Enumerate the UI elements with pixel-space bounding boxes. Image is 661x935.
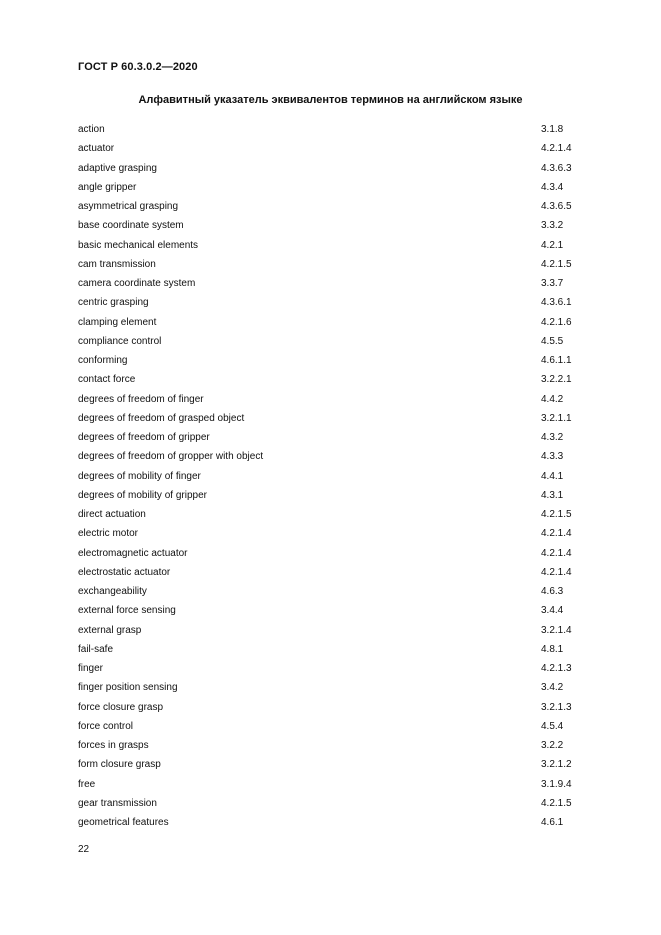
index-term: degrees of freedom of grasped object <box>78 412 245 424</box>
index-reference: 4.3.1 <box>541 489 564 501</box>
index-term: degrees of mobility of finger <box>78 470 201 482</box>
index-term: contact force <box>78 374 136 386</box>
index-entry <box>78 181 598 200</box>
index-entry <box>78 258 598 277</box>
index-term: camera coordinate system <box>78 278 196 289</box>
index-term: degrees of freedom of gropper with object <box>78 451 264 463</box>
index-term: degrees of freedom of gripper <box>78 432 210 443</box>
index-term: gear transmission <box>78 797 157 809</box>
index-term: degrees of mobility of gripper <box>78 489 207 501</box>
index-reference: 4.3.4 <box>541 181 564 193</box>
index-term: exchangeability <box>78 586 147 597</box>
index-reference: 4.3.2 <box>541 432 564 443</box>
index-entry <box>78 739 598 758</box>
index-term: centric grasping <box>78 297 149 309</box>
index-entry <box>78 393 598 412</box>
index-term: degrees of freedom of finger <box>78 393 204 405</box>
index-term: compliance control <box>78 335 162 347</box>
index-reference: 4.2.1.5 <box>541 509 572 520</box>
index-entry <box>78 662 598 681</box>
index-entry <box>78 470 598 489</box>
index-entry <box>78 508 598 527</box>
index-term: clamping element <box>78 316 157 328</box>
page-number: 22 <box>78 844 90 855</box>
index-reference: 4.6.1 <box>541 817 564 828</box>
index-term: external grasp <box>78 624 142 636</box>
index-term: electromagnetic actuator <box>78 547 188 559</box>
index-reference: 3.4.2 <box>541 682 564 694</box>
index-reference: 3.3.2 <box>541 220 564 232</box>
index-entry <box>78 412 598 431</box>
index-reference: 4.3.6.5 <box>541 201 572 212</box>
index-reference: 4.2.1 <box>541 239 564 251</box>
index-entry <box>78 720 598 739</box>
index-reference: 4.8.1 <box>541 643 564 655</box>
index-term: basic mechanical elements <box>78 239 199 251</box>
index-entry <box>78 296 598 315</box>
document-code: ГОСТ Р 60.3.0.2—2020 <box>78 61 198 73</box>
index-entry <box>78 547 598 566</box>
index-term: asymmetrical grasping <box>78 201 179 212</box>
index-entry <box>78 758 598 777</box>
index-entry <box>78 200 598 219</box>
index-entry <box>78 162 598 181</box>
index-reference: 4.3.3 <box>541 451 564 463</box>
index-entry <box>78 142 598 161</box>
index-term: form closure grasp <box>78 759 161 771</box>
index-term: forces in grasps <box>78 740 149 751</box>
index-term: base coordinate system <box>78 220 184 232</box>
index-reference: 3.2.1.3 <box>541 701 572 713</box>
index-term: actuator <box>78 143 115 155</box>
index-term: conforming <box>78 355 128 366</box>
index-title: Алфавитный указатель эквивалентов терминов на английском языке <box>138 94 523 106</box>
index-reference: 3.3.7 <box>541 278 564 289</box>
index-term: adaptive grasping <box>78 162 157 174</box>
index-term: angle gripper <box>78 181 137 193</box>
index-reference: 4.2.1.3 <box>541 663 572 674</box>
index-entry <box>78 778 598 797</box>
index-reference: 3.1.9.4 <box>541 778 572 790</box>
index-entry <box>78 354 598 373</box>
index-entry <box>78 277 598 296</box>
index-reference: 4.4.2 <box>541 393 564 405</box>
index-reference: 4.5.5 <box>541 335 564 347</box>
index-term: cam transmission <box>78 258 156 270</box>
index-entry <box>78 316 598 335</box>
index-reference: 4.2.1.4 <box>541 547 572 559</box>
index-term: direct actuation <box>78 509 146 520</box>
index-reference: 4.2.1.6 <box>541 316 572 328</box>
index-reference: 3.2.2.1 <box>541 374 572 386</box>
index-reference: 3.2.2 <box>541 740 564 751</box>
index-term: free <box>78 778 96 790</box>
index-reference: 4.6.3 <box>541 586 564 597</box>
index-term: electric motor <box>78 528 139 540</box>
index-term: force closure grasp <box>78 701 164 713</box>
index-entry <box>78 219 598 238</box>
index-reference: 4.4.1 <box>541 470 564 482</box>
index-reference: 4.2.1.4 <box>541 566 572 578</box>
index-entry <box>78 489 598 508</box>
index-entry <box>78 431 598 450</box>
index-entry <box>78 373 598 392</box>
index-reference: 3.2.1.1 <box>541 412 572 424</box>
index-term: finger position sensing <box>78 682 178 694</box>
index-entry <box>78 604 598 623</box>
index-reference: 4.2.1.5 <box>541 258 572 270</box>
index-reference: 4.5.4 <box>541 720 564 732</box>
index-term: force control <box>78 720 134 732</box>
index-reference: 4.2.1.5 <box>541 797 572 809</box>
index-term: geometrical features <box>78 817 169 828</box>
index-reference: 4.2.1.4 <box>541 528 572 540</box>
term-index-list <box>78 123 598 835</box>
index-entry <box>78 585 598 604</box>
index-reference: 3.1.8 <box>541 124 564 135</box>
index-entry <box>78 335 598 354</box>
index-reference: 4.6.1.1 <box>541 355 572 366</box>
index-entry <box>78 681 598 700</box>
index-reference: 4.2.1.4 <box>541 143 572 155</box>
index-term: finger <box>78 663 104 674</box>
index-entry <box>78 797 598 816</box>
index-entry <box>78 450 598 469</box>
index-term: action <box>78 124 105 135</box>
index-reference: 4.3.6.1 <box>541 297 572 309</box>
index-term: electrostatic actuator <box>78 566 171 578</box>
index-entry <box>78 566 598 585</box>
index-entry <box>78 643 598 662</box>
index-entry <box>78 123 598 142</box>
index-entry <box>78 239 598 258</box>
index-term: fail-safe <box>78 643 114 655</box>
index-reference: 4.3.6.3 <box>541 162 572 174</box>
index-entry <box>78 701 598 720</box>
index-entry <box>78 527 598 546</box>
index-entry <box>78 624 598 643</box>
index-reference: 3.4.4 <box>541 605 564 617</box>
index-reference: 3.2.1.2 <box>541 759 572 771</box>
index-entry <box>78 816 598 835</box>
index-reference: 3.2.1.4 <box>541 624 572 636</box>
index-term: external force sensing <box>78 605 176 617</box>
